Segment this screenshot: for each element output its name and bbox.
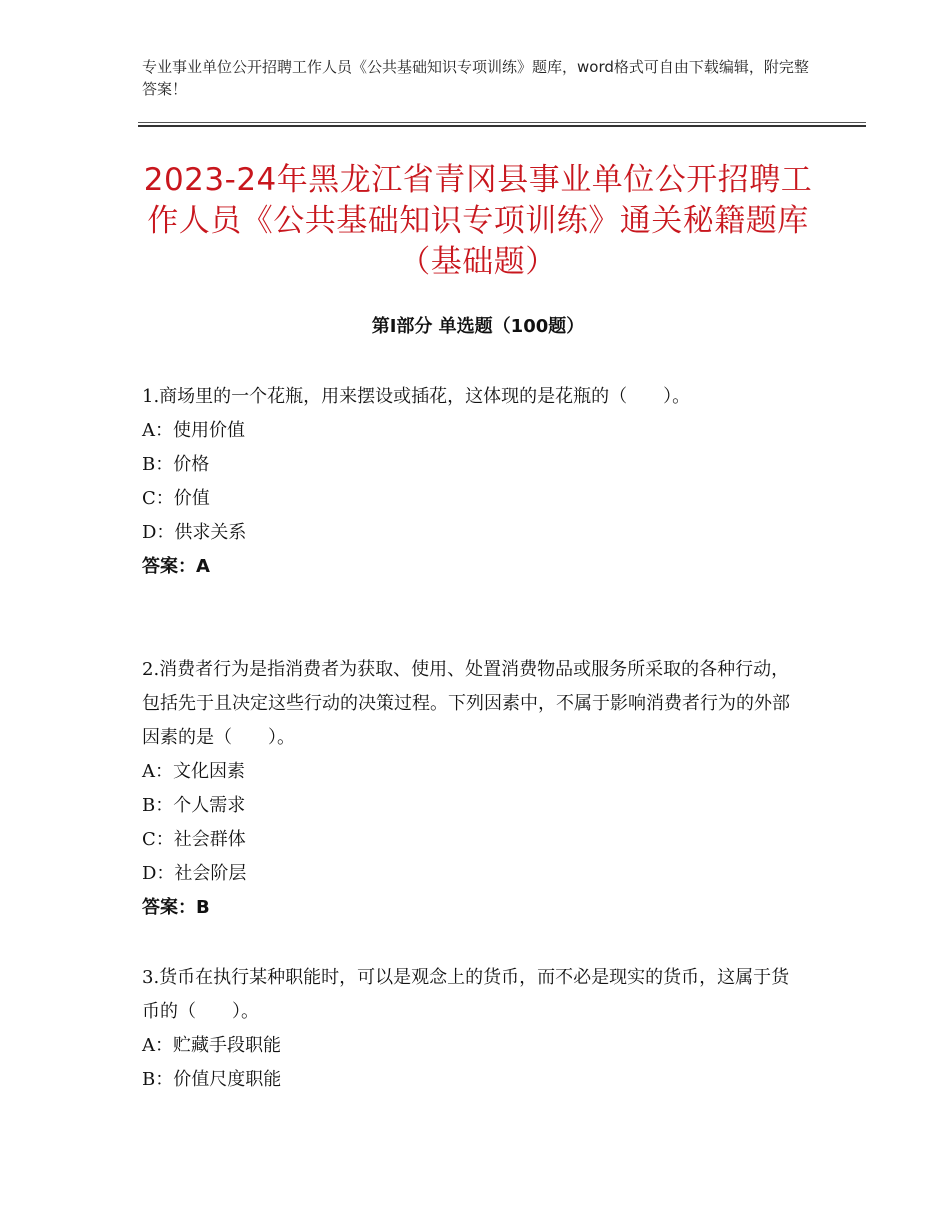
option-c: C：价值: [142, 488, 210, 509]
option-b: B：价格: [142, 454, 210, 475]
option-b: B：个人需求: [142, 795, 246, 816]
section-title: 第Ⅰ部分 单选题（100题）: [371, 316, 585, 337]
question-block: [142, 380, 802, 584]
answer: 答案：B: [142, 897, 210, 918]
question-stem: 1.商场里的一个花瓶，用来摆设或插花，这体现的是花瓶的（ ）。: [142, 386, 691, 407]
option-c: C：社会群体: [142, 829, 246, 850]
option-b: B：价值尺度职能: [142, 1069, 282, 1090]
question-block: [142, 961, 802, 1097]
option-a: A：使用价值: [142, 420, 245, 441]
option-a: A：文化因素: [142, 761, 245, 782]
question-stem: 3.货币在执行某种职能时，可以是观念上的货币，而不必是现实的货币，这属于货币的（ ）。: [142, 967, 790, 1022]
option-d: D：社会阶层: [142, 863, 247, 884]
question-block: [142, 653, 802, 925]
header-divider-thick: [138, 125, 866, 127]
question-stem: 2.消费者行为是指消费者为获取、使用、处置消费物品或服务所采取的各种行动，包括先于且决定这些行动的决策过程。下列因素中，不属于影响消费者行为的外部因素的是（ ）。: [142, 659, 790, 748]
header-note: 专业事业单位公开招聘工作人员《公共基础知识专项训练》题库，word格式可自由下载编辑，附完整答案！: [142, 58, 809, 98]
answer: 答案：A: [142, 556, 210, 577]
option-d: D：供求关系: [142, 522, 247, 543]
header-divider-thin: [138, 122, 866, 123]
option-a: A：贮藏手段职能: [142, 1035, 281, 1056]
document-title: 2023-24年黑龙江省青冈县事业单位公开招聘工作人员《公共基础知识专项训练》通关秘籍题库（基础题）: [143, 162, 813, 280]
